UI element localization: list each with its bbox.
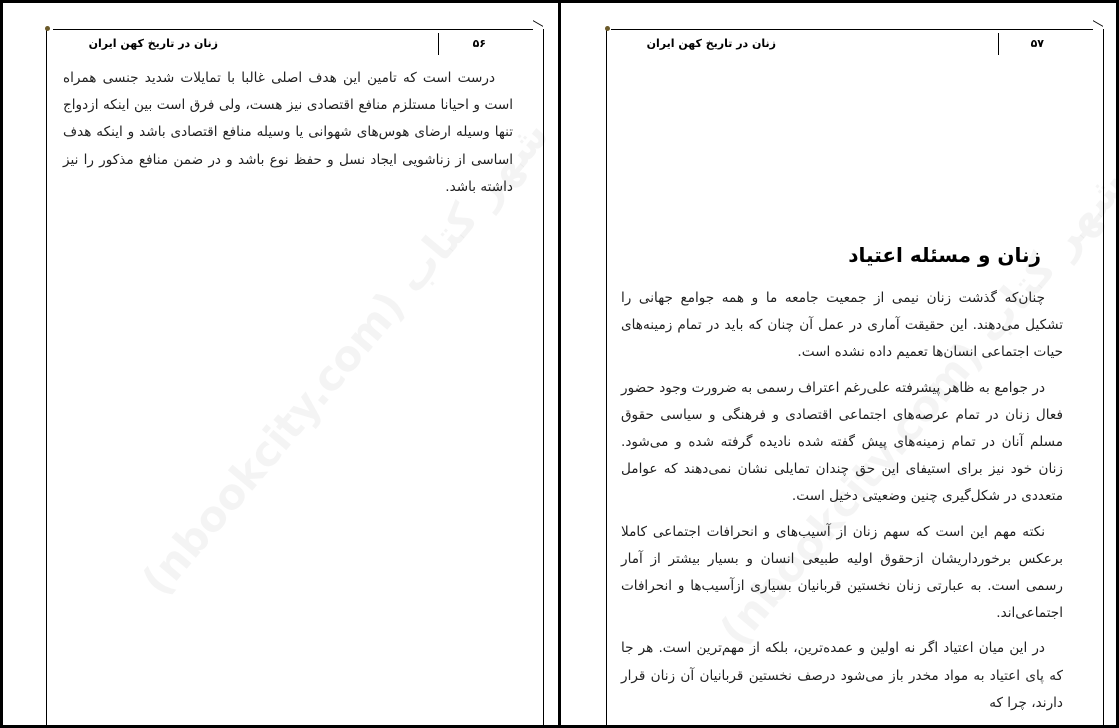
header-divider [438,33,439,55]
frame-right-line [543,29,544,725]
frame-right-line [1103,29,1104,725]
left-page [3,3,558,725]
header-ornament-icon [45,26,50,31]
right-page [561,3,1116,725]
paragraph: درست است که تامین این هدف اصلی غالبا با تمایلات شدید جنسی همراه است و احیانا مستلزم منافع اقتصادی نیز هست، ولی فرق است بین اینکه ازدواج تنها وسیله ارضای هوس‌های شهوانی یا وسیله منافع اقتصادی باشد و اینکه هدف اساسی از زناشویی ایجاد نسل و حفظ نوع باشد و در ضمن منافع مذکور را نیز داشته باشد. [63,70,513,195]
paragraph: در این میان اعتیاد اگر نه اولین و عمده‌ترین، بلکه از مهم‌ترین است. هر جا که پای اعتیاد به مواد مخدر باز می‌شود درصف نخستین قربانیان آن زنان قرار دارند، چرا که [621,640,1063,711]
paragraph: چنان‌که گذشت زنان نیمی از جمعیت جامعه ما و همه جوامع جهانی را تشکیل می‌دهند. این حقیقت آماری در عمل آن چنان که باید در تمام زمینه‌های حیات اجتماعی انسان‌ها تعمیم داده نشده است. [621,290,1063,361]
header-ornament-icon [605,26,610,31]
running-header-title: زنان در تاریخ کهن ایران [88,37,218,50]
page-number: ۵۷ [1030,37,1044,50]
frame-left-line [46,29,47,725]
header-corner [1093,20,1103,37]
section-heading: زنان و مسئله اعتیاد [848,243,1041,267]
body-text [621,285,1063,725]
header-corner [533,20,543,37]
running-header-title: زنان در تاریخ کهن ایران [646,37,776,50]
page-number: ۵۶ [472,37,486,50]
body-text [63,65,513,209]
paragraph: در جوامع به ظاهر پیشرفته علی‌رغم اعتراف رسمی به ضرورت وجود حضور فعال زنان در تمام عرصه‌های اجتماعی اقتصادی و فرهنگی و سیاسی حقوق مسلم آنان در تمام زمینه‌های پیش گفته شده نادیده گرفته شده و می‌شود. زنان خود نیز برای استیفای این حق چندان تمایلی نشان نمی‌دهند که عوامل متعددی در شکل‌گیری چنین وضعیتی دخیل است. [621,379,1063,505]
paragraph: نکته مهم این است که سهم زنان از آسیب‌های و انحرافات اجتماعی کاملا برعکس برخورداریشان ازحقوق اولیه طبیعی انسان و بسیار بیشتر از آمار رسمی است. به عبارتی زنان نخستین قربانیان بسیاری ازآسیب‌ها و انحرافات اجتماعی‌اند. [621,523,1063,622]
header-divider [998,33,999,55]
header-rule [611,29,1093,30]
frame-left-line [606,29,607,725]
header-rule [53,29,533,30]
